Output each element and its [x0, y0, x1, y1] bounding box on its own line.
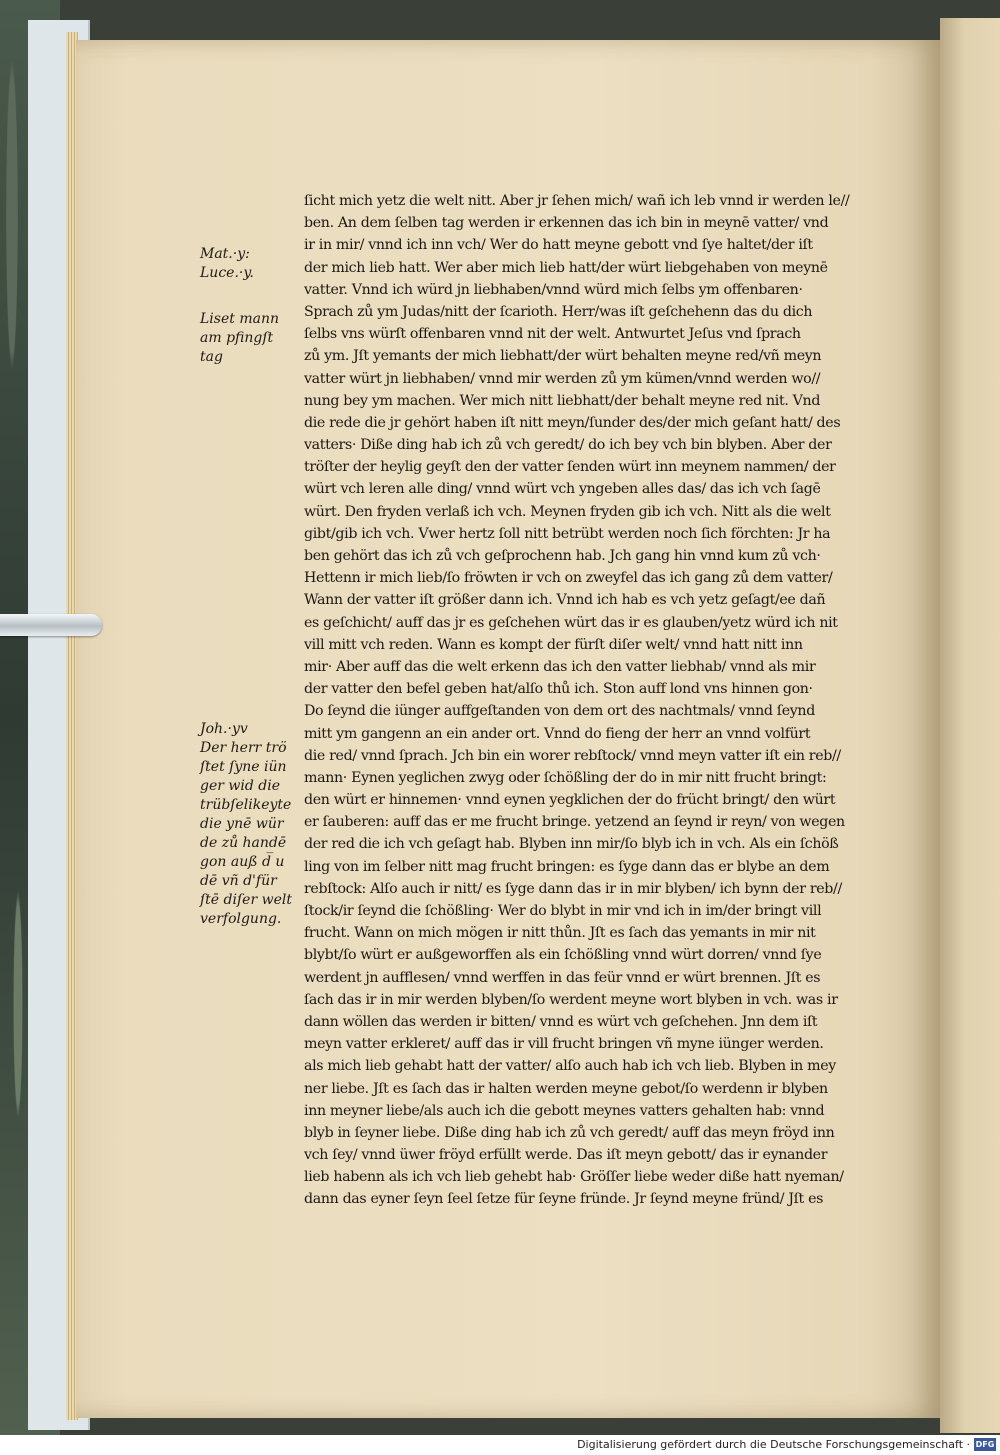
- text-line: ſelbs vns würſt offenbaren vnnd nit der welt. Antwurtet Jeſus vnd ſprach: [304, 326, 801, 343]
- text-line: werdent jn aufflesen/ vnnd werffen in das feür vnnd er würt brennen. Jſt es: [304, 969, 821, 986]
- text-line: Wann der vatter iſt größer dann ich. Vnnd ich hab es vch yetz geſagt/ee dañ: [304, 592, 826, 609]
- margin-note-liset: [200, 310, 300, 367]
- text-line: mitt ym gangenn an ein ander ort. Vnnd do fieng der herr an vnnd volfürt: [304, 725, 811, 742]
- text-line: tröſter der heylig geyſt den der vatter ſenden würt inn meynem nammen/ der: [304, 459, 836, 476]
- margin-note-text: Joh.·yv Der herr trö ſtet ſyne iün ger wid die trübſelikeyte die ynē wür de zů handē gon auß d̅ u dē vñ d'für ſtē diſer welt verfolgung.: [200, 721, 292, 927]
- text-line: ner liebe. Jſt es ſach das ir halten werden meyne gebot/ſo werdenn ir blyben: [304, 1080, 828, 1097]
- text-line: dann das eyner ſeyn ſeel ſetze für ſeyne fründe. Jr ſeynd meyne fründ/ Jſt es: [304, 1191, 824, 1208]
- glass-page-weight: [0, 614, 102, 636]
- text-line: den würt er hinnemen· vnnd eynen yegklichen der do frücht bringt/ den würt: [304, 792, 836, 809]
- text-line: blyb in ſeyner liebe. Diße ding hab ich zů vch geredt/ auff das meyn fröyd inn: [304, 1124, 835, 1141]
- text-line: vatters· Diße ding hab ich zů vch geredt/ do ich bey vch bin blyben. Aber der: [304, 437, 832, 454]
- margin-note-mat: [200, 245, 300, 283]
- text-line: lieb habenn als ich vch lieb gehebt hab· Gröſſer liebe weder diße hatt nyeman/: [304, 1169, 844, 1186]
- margin-note-text: Liset mann am pfingſt tag: [200, 311, 279, 365]
- text-line: würt vch leren alle ding/ vnnd würt vch yngeben alles das/ das ich vch ſagē: [304, 481, 821, 498]
- text-line: der red die ich vch geſagt hab. Blyben inn mir/ſo blyb ich in vch. Als ein ſchöß: [304, 836, 839, 853]
- text-line: die red/ vnnd ſprach. Jch bin ein worer rebſtock/ vnnd meyn vatter iſt ein reb//: [304, 747, 841, 764]
- text-line: würt. Den fryden verlaß ich vch. Meynen fryden gib ich vch. Nitt als die welt: [304, 503, 831, 520]
- text-line: Sprach zů ym Judas/nitt der ſcarioth. Herr/was iſt geſchehenn das du dich: [304, 303, 813, 320]
- dfg-logo-icon: DFG: [975, 1440, 995, 1449]
- text-line: frucht. Wann on mich mögen ir nitt thůn. Jſt es ſach das yemants in mir nit: [304, 925, 816, 942]
- text-line: zů ym. Jſt yemants der mich liebhatt/der würt behalten meyne red/vñ meyn: [304, 348, 822, 365]
- text-line: die rede die jr gehört haben iſt nitt meyn/ſunder des/der mich geſant hatt/ des: [304, 414, 841, 431]
- main-text-block: [304, 190, 914, 1211]
- text-line: ir in mir/ vnnd ich inn vch/ Wer do hatt meyne gebott vnd ſye haltet/der iſt: [304, 237, 813, 254]
- text-line: als mich lieb gehabt hatt der vatter/ alſo auch hab ich vch lieb. Blyben in mey: [304, 1058, 836, 1075]
- text-line: vill mitt vch reden. Wann es kompt der fürſt diſer welt/ vnnd hatt nitt inn: [304, 636, 803, 653]
- text-line: nung bey ym machen. Wer mich nitt liebhatt/der behalt meyne red nit. Vnd: [304, 392, 821, 409]
- text-line: der mich lieb hatt. Wer aber mich lieb hatt/der würt liebgehaben von meynē: [304, 259, 828, 276]
- text-line: dann wöllen das werden ir bitten/ vnnd es würt vch geſchehen. Jnn dem iſt: [304, 1013, 818, 1030]
- text-line: gibt/gib ich vch. Vwer hertz ſoll nitt betrübt werden noch ſich förchten: Jr ha: [304, 525, 831, 542]
- text-line: vatter. Vnnd ich würd jn liebhaben/vnnd würd mich ſelbs ym offenbaren·: [304, 281, 803, 298]
- text-line: es geſchicht/ auff das jr es geſchehen würt das ir es glauben/yetz würd ich nit: [304, 614, 838, 631]
- text-line: Hettenn ir mich lieb/ſo fröwten ir vch on zweyfel das ich gang zů dem vatter/: [304, 570, 833, 587]
- text-line: ben. An dem ſelben tag werden ir erkennen das ich bin in meynē vatter/ vnd: [304, 215, 829, 232]
- text-line: ling von im ſelber nitt mag frucht bringen: es ſyge dann das er blybe an dem: [304, 858, 830, 875]
- text-line: mann· Eynen yeglichen zwyg oder ſchößling der do in mir nitt frucht bringt:: [304, 769, 827, 786]
- margin-note-joh: [200, 720, 300, 929]
- text-line: meyn vatter erkleret/ auff das ir vill frucht bringen vñ myne iünger werden.: [304, 1036, 824, 1053]
- text-line: ſtock/ir ſeynd die ſchößling· Wer do blybt in mir vnd ich in im/der bringt vill: [304, 903, 822, 919]
- text-line: Do ſeynd die iünger auffgeſtanden von dem ort des nachtmals/ vnnd ſeynd: [304, 703, 815, 720]
- text-line: er ſauberen: auff das er me frucht bringe. yetzend an ſeynd ir reyn/ von wegen: [304, 814, 845, 831]
- text-line: ſicht mich yetz die welt nitt. Aber jr ſehen mich/ wañ ich leb vnnd ir werden le//: [304, 193, 850, 209]
- text-line: blybt/ſo würt er außgeworffen als ein ſchößling vnnd würt dorren/ vnnd ſye: [304, 947, 822, 964]
- text-line: mir· Aber auff das die welt erkenn das ich den vatter liebhab/ vnnd als mir: [304, 658, 816, 675]
- text-line: ſach das ir in mir werden blyben/ſo werdent meyne wort blyben in vch. was ir: [304, 991, 838, 1008]
- text-line: ben gehört das ich zů vch geſprochenn hab. Jch gang hin vnnd kum zů vch·: [304, 548, 821, 564]
- facing-page: [940, 18, 1000, 1433]
- text-line: der vatter den befel geben hat/alſo thů ich. Ston auff lond vns hinnen gon·: [304, 681, 813, 698]
- text-line: vatter würt jn liebhaben/ vnnd mir werden zů ym kümen/vnnd werden wo//: [304, 370, 821, 387]
- text-line: rebſtock: Alſo auch ir nitt/ es ſyge dann das ir in mir blyben/ ich bynn der reb//: [304, 880, 842, 897]
- text-line: inn meyner liebe/als auch ich die gebott meynes vatters gehalten hab: vnnd: [304, 1102, 825, 1119]
- footer-bar: [0, 1435, 1000, 1455]
- text-line: vch ſey/ vnnd üwer fröyd erfüllt werde. Das iſt meyn gebott/ das ir eynander: [304, 1147, 828, 1164]
- margin-note-text: Mat.·y: Luce.·y.: [200, 246, 254, 281]
- footer-credit: Digitalisierung gefördert durch die Deutsche Forschungsgemeinschaft ·: [577, 1438, 970, 1451]
